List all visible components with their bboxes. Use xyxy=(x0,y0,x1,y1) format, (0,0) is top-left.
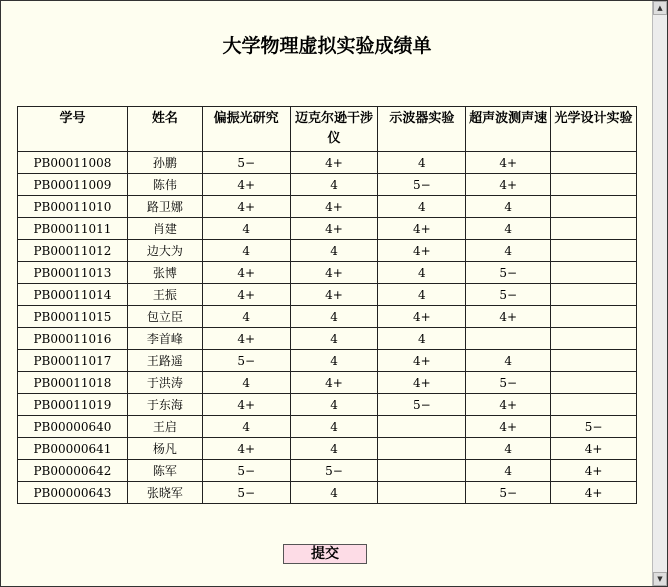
student-id-cell: PB00011013 xyxy=(18,262,128,284)
grade-cell: 5− xyxy=(202,460,290,482)
grade-cell: 4+ xyxy=(378,350,466,372)
grade-cell: 5− xyxy=(466,262,551,284)
table-row xyxy=(18,306,637,328)
grade-cell: 4+ xyxy=(290,152,378,174)
grade-cell: 4 xyxy=(290,482,378,504)
student-name-cell: 孙鹏 xyxy=(127,152,202,174)
student-name-cell: 于洪涛 xyxy=(127,372,202,394)
student-id-cell: PB00011011 xyxy=(18,218,128,240)
column-header: 超声波测声速 xyxy=(466,107,551,152)
grade-cell xyxy=(551,174,637,196)
table-row xyxy=(18,196,637,218)
table-row xyxy=(18,416,637,438)
student-name-cell: 路卫娜 xyxy=(127,196,202,218)
grade-cell: 4+ xyxy=(466,416,551,438)
grade-cell: 4+ xyxy=(202,328,290,350)
grade-cell: 4+ xyxy=(466,394,551,416)
grade-cell: 4+ xyxy=(378,306,466,328)
table-header-row xyxy=(18,107,637,152)
grade-cell: 4 xyxy=(202,240,290,262)
student-name-cell: 张晓军 xyxy=(127,482,202,504)
student-name-cell: 张博 xyxy=(127,262,202,284)
student-id-cell: PB00011012 xyxy=(18,240,128,262)
grade-cell xyxy=(466,328,551,350)
grade-cell: 5− xyxy=(466,284,551,306)
student-name-cell: 边大为 xyxy=(127,240,202,262)
grade-cell xyxy=(551,372,637,394)
grade-cell: 4+ xyxy=(202,284,290,306)
student-name-cell: 陈军 xyxy=(127,460,202,482)
grade-cell: 4+ xyxy=(378,240,466,262)
column-header: 姓名 xyxy=(127,107,202,152)
student-id-cell: PB00000642 xyxy=(18,460,128,482)
grade-cell: 5− xyxy=(202,350,290,372)
student-id-cell: PB00011018 xyxy=(18,372,128,394)
grade-cell: 5− xyxy=(551,416,637,438)
student-id-cell: PB00011014 xyxy=(18,284,128,306)
grade-cell: 4+ xyxy=(378,372,466,394)
table-row xyxy=(18,350,637,372)
student-name-cell: 王路遥 xyxy=(127,350,202,372)
student-id-cell: PB00011016 xyxy=(18,328,128,350)
student-name-cell: 王启 xyxy=(127,416,202,438)
grade-cell xyxy=(378,482,466,504)
grade-cell xyxy=(378,460,466,482)
student-name-cell: 肖建 xyxy=(127,218,202,240)
column-header: 示波器实验 xyxy=(378,107,466,152)
grade-cell xyxy=(378,416,466,438)
grade-cell: 4 xyxy=(290,438,378,460)
submit-button[interactable]: 提交 xyxy=(283,544,367,564)
grade-cell: 4 xyxy=(290,416,378,438)
grade-cell: 4 xyxy=(466,350,551,372)
grade-cell: 4 xyxy=(202,416,290,438)
table-row xyxy=(18,240,637,262)
grade-cell xyxy=(378,438,466,460)
grade-cell: 4+ xyxy=(290,196,378,218)
grade-cell: 4 xyxy=(378,284,466,306)
grade-cell: 4+ xyxy=(466,174,551,196)
table-row xyxy=(18,328,637,350)
grade-cell: 4 xyxy=(466,438,551,460)
grade-cell: 4+ xyxy=(290,372,378,394)
grade-cell: 4 xyxy=(378,152,466,174)
grades-table xyxy=(17,106,637,504)
student-name-cell: 于东海 xyxy=(127,394,202,416)
grade-cell xyxy=(551,350,637,372)
grade-cell xyxy=(551,306,637,328)
student-id-cell: PB00011009 xyxy=(18,174,128,196)
table-row xyxy=(18,438,637,460)
grade-cell: 5− xyxy=(378,394,466,416)
column-header: 光学设计实验 xyxy=(551,107,637,152)
grade-cell: 5− xyxy=(290,460,378,482)
grade-cell: 4+ xyxy=(466,306,551,328)
grade-cell: 4 xyxy=(466,460,551,482)
student-id-cell: PB00011010 xyxy=(18,196,128,218)
column-header: 学号 xyxy=(18,107,128,152)
grade-cell: 4+ xyxy=(290,284,378,306)
grade-cell: 4 xyxy=(378,196,466,218)
student-name-cell: 包立臣 xyxy=(127,306,202,328)
grade-cell xyxy=(551,218,637,240)
grade-cell: 4 xyxy=(202,218,290,240)
grade-cell: 4 xyxy=(290,174,378,196)
grade-cell: 5− xyxy=(466,372,551,394)
grade-cell: 4 xyxy=(290,240,378,262)
grade-cell: 4+ xyxy=(202,262,290,284)
grade-cell xyxy=(551,328,637,350)
grade-cell xyxy=(551,240,637,262)
grade-cell: 4 xyxy=(378,328,466,350)
student-id-cell: PB00000641 xyxy=(18,438,128,460)
grade-cell: 4 xyxy=(466,240,551,262)
grade-cell xyxy=(551,394,637,416)
student-name-cell: 陈伟 xyxy=(127,174,202,196)
grade-cell: 4+ xyxy=(466,152,551,174)
grade-cell: 4 xyxy=(290,350,378,372)
grade-cell: 4 xyxy=(466,196,551,218)
grade-cell: 4 xyxy=(290,306,378,328)
grade-cell: 4+ xyxy=(290,218,378,240)
column-header: 迈克尔逊干涉仪 xyxy=(290,107,378,152)
grade-cell: 5− xyxy=(466,482,551,504)
student-id-cell: PB00000643 xyxy=(18,482,128,504)
scroll-down-arrow-icon[interactable]: ▼ xyxy=(653,572,667,586)
grade-cell: 4+ xyxy=(202,394,290,416)
table-row xyxy=(18,284,637,306)
page-title: 大学物理虚拟实验成绩单 xyxy=(222,35,432,57)
grade-cell: 4+ xyxy=(551,460,637,482)
grade-cell: 4+ xyxy=(202,174,290,196)
student-id-cell: PB00011015 xyxy=(18,306,128,328)
grade-cell xyxy=(551,152,637,174)
grade-cell: 4+ xyxy=(202,438,290,460)
student-name-cell: 李首峰 xyxy=(127,328,202,350)
grade-cell: 4+ xyxy=(378,218,466,240)
vertical-scrollbar[interactable] xyxy=(652,1,667,586)
grade-cell: 4+ xyxy=(551,438,637,460)
table-row xyxy=(18,460,637,482)
grade-cell: 4+ xyxy=(551,482,637,504)
grade-cell: 4 xyxy=(466,218,551,240)
grade-cell xyxy=(551,262,637,284)
grade-cell: 4 xyxy=(202,372,290,394)
grade-cell: 4+ xyxy=(290,262,378,284)
table-row xyxy=(18,152,637,174)
scroll-up-arrow-icon[interactable]: ▲ xyxy=(653,1,667,15)
table-row xyxy=(18,218,637,240)
grade-cell: 4 xyxy=(378,262,466,284)
table-row xyxy=(18,174,637,196)
grade-cell: 4 xyxy=(202,306,290,328)
grade-cell: 4+ xyxy=(202,196,290,218)
grade-cell: 5− xyxy=(202,482,290,504)
grade-cell: 5− xyxy=(378,174,466,196)
student-id-cell: PB00011017 xyxy=(18,350,128,372)
student-id-cell: PB00000640 xyxy=(18,416,128,438)
table-body xyxy=(18,152,637,504)
table-row xyxy=(18,262,637,284)
table-row xyxy=(18,482,637,504)
grade-cell xyxy=(551,196,637,218)
table-row xyxy=(18,394,637,416)
column-header: 偏振光研究 xyxy=(202,107,290,152)
grade-cell: 4 xyxy=(290,394,378,416)
student-id-cell: PB00011008 xyxy=(18,152,128,174)
grade-cell xyxy=(551,284,637,306)
student-name-cell: 王振 xyxy=(127,284,202,306)
student-name-cell: 杨凡 xyxy=(127,438,202,460)
grade-cell: 5− xyxy=(202,152,290,174)
table-row xyxy=(18,372,637,394)
grade-cell: 4 xyxy=(290,328,378,350)
student-id-cell: PB00011019 xyxy=(18,394,128,416)
